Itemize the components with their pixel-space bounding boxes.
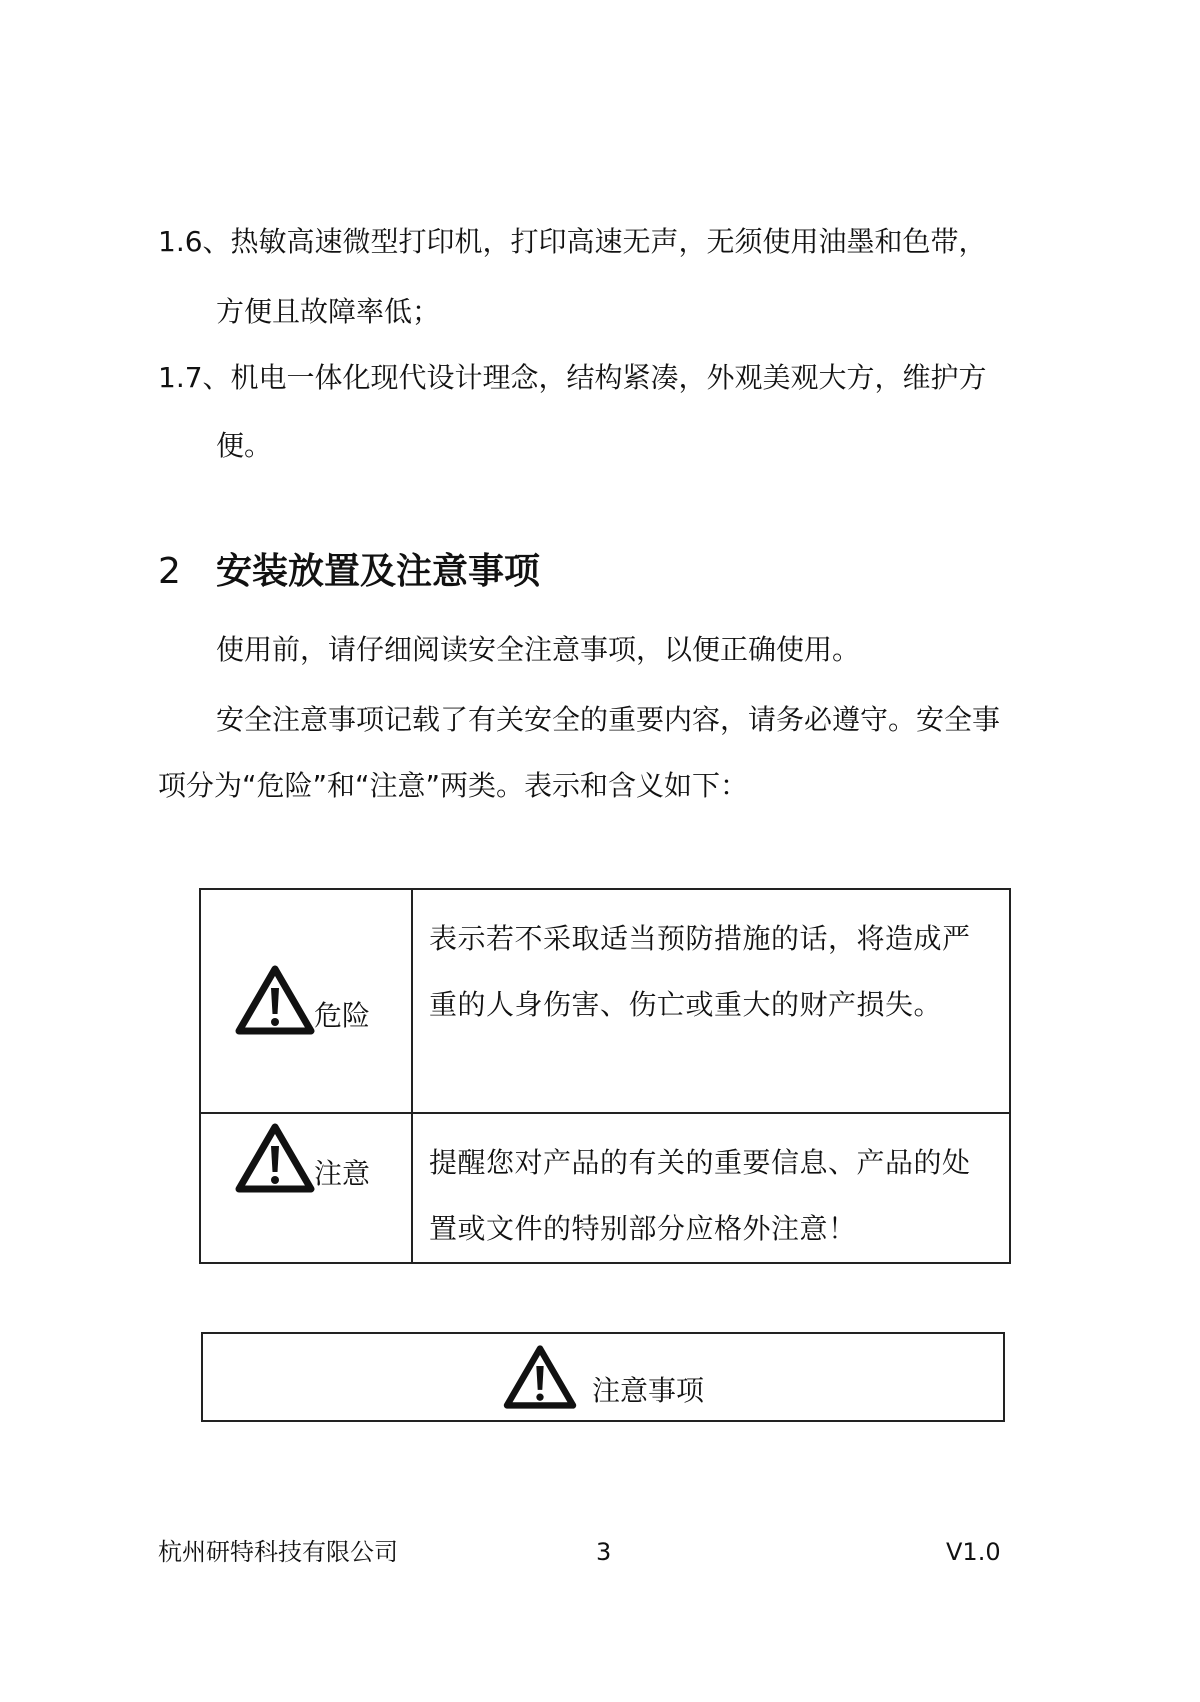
warning-triangle-icon — [234, 1122, 316, 1194]
caution-description: 提醒您对产品的有关的重要信息、产品的处置或文件的特别部分应格外注意！ — [412, 1113, 1010, 1263]
caution-label: 注意 — [313, 1157, 370, 1190]
legend-row-danger — [200, 889, 1010, 1113]
danger-label: 危险 — [313, 999, 370, 1032]
section-number: 2 — [158, 551, 181, 592]
danger-description: 表示若不采取适当预防措施的话，将造成严重的人身伤害、伤亡或重大的财产损失。 — [412, 889, 1010, 1113]
paragraph-2-line2: 项分为“危险”和“注意”两类。表示和含义如下： — [158, 769, 749, 802]
item-1-7-line1: 1.7、机电一体化现代设计理念，结构紧凑，外观美观大方，维护方 — [158, 361, 987, 394]
warning-triangle-icon — [234, 964, 316, 1036]
item-1-6-line2: 方便且故障率低； — [216, 295, 441, 328]
caution-sign — [201, 1114, 411, 1194]
section-heading — [158, 549, 540, 595]
footer-page-number: 3 — [596, 1538, 612, 1566]
legend-symbol-cell — [200, 889, 412, 1113]
safety-legend-table — [199, 888, 1011, 1264]
danger-sign — [201, 890, 411, 1036]
footer-version: V1.0 — [946, 1538, 1001, 1566]
section-title: 安装放置及注意事项 — [216, 551, 541, 592]
notice-box — [201, 1332, 1005, 1422]
item-1-6-line1: 1.6、热敏高速微型打印机，打印高速无声，无须使用油墨和色带， — [158, 225, 987, 258]
item-1-7-line2: 便。 — [216, 429, 273, 462]
footer-company: 杭州研特科技有限公司 — [158, 1538, 398, 1566]
legend-row-caution — [200, 1113, 1010, 1263]
notice-label: 注意事项 — [591, 1374, 704, 1407]
warning-triangle-icon — [502, 1344, 578, 1410]
legend-symbol-cell — [200, 1113, 412, 1263]
paragraph-1: 使用前，请仔细阅读安全注意事项，以便正确使用。 — [216, 633, 861, 666]
paragraph-2-line1: 安全注意事项记载了有关安全的重要内容，请务必遵守。安全事 — [216, 703, 1001, 736]
